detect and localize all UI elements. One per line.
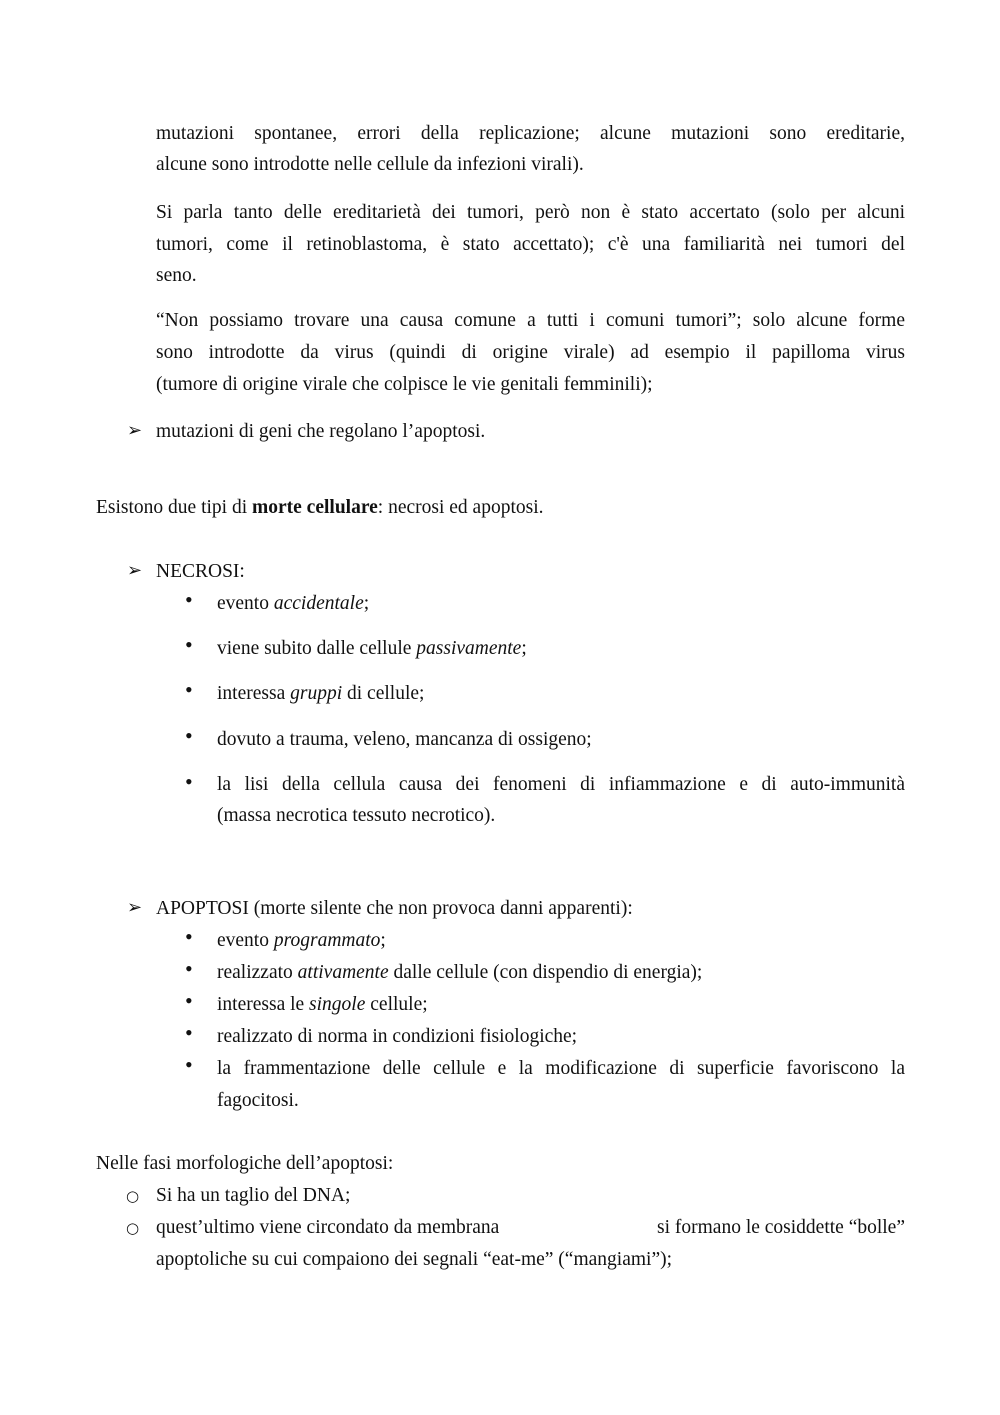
bullet-icon: •	[185, 988, 193, 1013]
paragraph-line: seno.	[156, 265, 197, 286]
paragraph-line: sono introdotte da virus (quindi di origine virale) ad esempio il papilloma virus	[156, 342, 905, 363]
list-item-continuation: (massa necrotica tessuto necrotico).	[217, 805, 496, 826]
paragraph-line: tumori, come il retinoblastoma, è stato accettato); c'è una familiarità nei tumori del	[156, 234, 905, 255]
necrosis-heading: NECROSI:	[156, 561, 245, 582]
apoptosis-heading: APOPTOSI (morte silente che non provoca danni apparenti):	[156, 898, 633, 919]
bullet-icon: •	[185, 956, 193, 981]
paragraph-line: Si parla tanto delle ereditarietà dei tumori, però non è stato accertato (solo per alcuni	[156, 202, 905, 223]
list-item: la lisi della cellula causa dei fenomeni di infiammazione e di auto-immunità	[217, 774, 905, 795]
circle-bullet-icon: ○	[126, 1187, 140, 1205]
list-item: evento programmato;	[217, 930, 386, 951]
bullet-icon: •	[185, 769, 193, 794]
bullet-icon: •	[185, 632, 193, 657]
paragraph-line: (tumore di origine virale che colpisce le vie genitali femminili);	[156, 374, 653, 395]
list-item: interessa gruppi di cellule;	[217, 683, 425, 704]
bullet-icon: •	[185, 1052, 193, 1077]
paragraph-line: “Non possiamo trovare una causa comune a tutti i comuni tumori”; solo alcune forme	[156, 310, 905, 331]
list-item-continuation: apoptoliche su cui compaiono dei segnali “eat-me” (“mangiami”);	[156, 1249, 673, 1270]
list-item: la frammentazione delle cellule e la modificazione di superficie favoriscono la	[217, 1058, 905, 1079]
morphology-heading: Nelle fasi morfologiche dell’apoptosi:	[96, 1153, 394, 1174]
arrow-bullet-icon: ➢	[127, 560, 143, 581]
paragraph-line: mutazioni spontanee, errori della replicazione; alcune mutazioni sono ereditarie,	[156, 123, 905, 144]
circle-bullet-icon: ○	[126, 1219, 140, 1237]
arrow-bullet-icon: ➢	[127, 420, 143, 441]
paragraph-line: alcune sono introdotte nelle cellule da infezioni virali).	[156, 154, 584, 175]
bullet-icon: •	[185, 587, 193, 612]
list-item-part: si formano le cosiddette “bolle”	[657, 1217, 905, 1238]
death-types-sentence: Esistono due tipi di morte cellulare: necrosi ed apoptosi.	[96, 497, 544, 518]
list-item: viene subito dalle cellule passivamente;	[217, 638, 527, 659]
bullet-icon: •	[185, 924, 193, 949]
list-item: quest’ultimo viene circondato da membrana	[156, 1217, 500, 1238]
arrow-bullet-icon: ➢	[127, 897, 143, 918]
list-item-continuation: fagocitosi.	[217, 1090, 299, 1111]
list-item: mutazioni di geni che regolano l’apoptosi.	[156, 421, 486, 442]
bullet-icon: •	[185, 723, 193, 748]
bullet-icon: •	[185, 1020, 193, 1045]
list-item: realizzato di norma in condizioni fisiologiche;	[217, 1026, 578, 1047]
list-item: evento accidentale;	[217, 593, 370, 614]
list-item: realizzato attivamente dalle cellule (con dispendio di energia);	[217, 962, 703, 983]
bullet-icon: •	[185, 677, 193, 702]
list-item: Si ha un taglio del DNA;	[156, 1185, 351, 1206]
list-item: dovuto a trauma, veleno, mancanza di ossigeno;	[217, 729, 592, 750]
list-item: interessa le singole cellule;	[217, 994, 428, 1015]
